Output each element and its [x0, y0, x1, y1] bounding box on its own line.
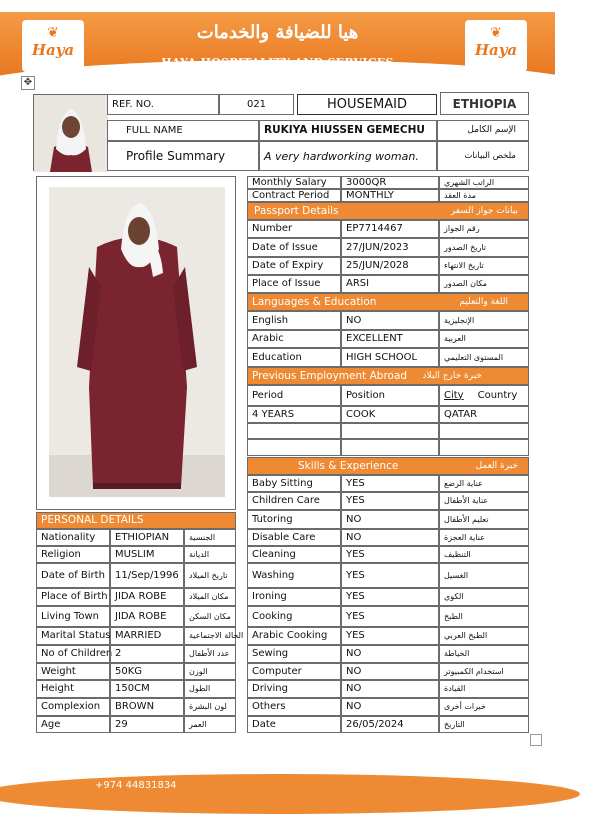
skill-row-value: NO — [341, 645, 439, 663]
skill-row-arabic-label: عناية الرضع — [439, 475, 529, 492]
employment-col-country: Country — [477, 389, 518, 401]
personal-row-label: Age — [36, 716, 110, 733]
personal-row-label: Religion — [36, 546, 110, 563]
skill-row-value: 26/05/2024 — [341, 716, 439, 733]
skill-row-arabic-label: الطبخ — [439, 606, 529, 627]
skill-row-label: Driving — [247, 680, 341, 698]
personal-row-value: 150CM — [110, 680, 184, 698]
salary-arabic-label: الراتب الشهري — [439, 176, 529, 189]
languages-education-arabic-title: اللغة والتعليم — [459, 296, 508, 307]
personal-details-header: PERSONAL DETAILS — [36, 512, 236, 529]
full-name-arabic-label: الإسم الكامل — [437, 120, 529, 141]
personal-row-label: Place of Birth — [36, 588, 110, 606]
header-arabic-title: هيا للضيافة والخدمات — [196, 22, 359, 43]
passport-details-header — [247, 202, 529, 220]
full-body-photo-image — [49, 187, 225, 497]
skill-row-arabic-label: عناية الأطفال — [439, 492, 529, 510]
page-header — [0, 0, 555, 92]
personal-row-arabic-label: تاريخ الميلاد — [184, 563, 236, 588]
employment-empty-cell — [247, 423, 341, 439]
personal-row-arabic-label: الحالة الاجتماعية — [184, 627, 236, 645]
personal-row-arabic-label: مكان الميلاد — [184, 588, 236, 606]
full-name-value: RUKIYA HIUSSEN GEMECHU — [259, 120, 437, 141]
skills-experience-header — [247, 457, 529, 475]
employment-empty-cell — [341, 423, 439, 439]
personal-row-arabic-label: العمر — [184, 716, 236, 733]
personal-row-arabic-label: لون البشرة — [184, 698, 236, 716]
skill-row-value: NO — [341, 680, 439, 698]
skill-row-label: Arabic Cooking — [247, 627, 341, 645]
skill-row-arabic-label: خبرات أخرى — [439, 698, 529, 716]
table-move-handle-icon[interactable]: ✥ — [21, 76, 35, 90]
skill-row-label: Washing — [247, 563, 341, 588]
portrait-photo-image — [34, 95, 108, 172]
logo-text: Haya — [31, 41, 75, 59]
previous-employment-title: Previous Employment Abroad — [252, 369, 408, 382]
profile-summary-label: Profile Summary — [107, 141, 259, 171]
country-badge: ETHIOPIA — [440, 92, 529, 115]
skill-row-arabic-label: تعليم الأطفال — [439, 510, 529, 529]
skill-row-value: YES — [341, 563, 439, 588]
logo-mark-icon: ❦ — [47, 25, 59, 41]
skill-row-arabic-label: الخياطة — [439, 645, 529, 663]
skill-row-label: Children Care — [247, 492, 341, 510]
skill-row-label: Disable Care — [247, 529, 341, 546]
passport-row-arabic-label: تاريخ الصدور — [439, 238, 529, 257]
skill-row-value: YES — [341, 475, 439, 492]
skill-row-value: YES — [341, 588, 439, 606]
passport-row-label: Number — [247, 220, 341, 238]
personal-row-arabic-label: الجنسية — [184, 529, 236, 546]
skill-row-value: NO — [341, 529, 439, 546]
personal-row-label: No of Children — [36, 645, 110, 663]
personal-row-value: BROWN — [110, 698, 184, 716]
language-row-label: Arabic — [247, 330, 341, 348]
salary-value: 3000QR — [341, 176, 439, 189]
company-logo-right — [465, 20, 527, 72]
previous-employment-header — [247, 367, 529, 385]
personal-row-arabic-label: الطول — [184, 680, 236, 698]
skill-row-label: Cooking — [247, 606, 341, 627]
language-row-value: HIGH SCHOOL — [341, 348, 439, 367]
full-body-photo-frame — [36, 176, 236, 510]
language-row-arabic-label: الإنجليزية — [439, 311, 529, 330]
skill-row-arabic-label: التاريخ — [439, 716, 529, 733]
personal-row-value: MUSLIM — [110, 546, 184, 563]
header-english-title: HAYA HOSPITALITY AND SERVICES — [161, 56, 394, 69]
personal-row-value: JIDA ROBE — [110, 588, 184, 606]
passport-row-arabic-label: مكان الصدور — [439, 275, 529, 293]
passport-row-value: 25/JUN/2028 — [341, 257, 439, 275]
language-row-value: NO — [341, 311, 439, 330]
employment-empty-cell — [439, 439, 529, 456]
skill-row-label: Tutoring — [247, 510, 341, 529]
employment-empty-cell — [247, 439, 341, 456]
personal-row-value: MARRIED — [110, 627, 184, 645]
employment-col-city: City — [444, 389, 464, 401]
passport-details-arabic-title: بيانات جواز السفر — [450, 205, 518, 216]
profile-summary-arabic-label: ملخص البيانات — [437, 141, 529, 171]
salary-label: Monthly Salary — [247, 176, 341, 189]
language-row-label: Education — [247, 348, 341, 367]
skill-row-label: Date — [247, 716, 341, 733]
previous-employment-arabic-title: خبرة خارج البلاد — [422, 370, 482, 381]
employment-position-value: COOK — [341, 406, 439, 423]
passport-row-value: ARSI — [341, 275, 439, 293]
skill-row-arabic-label: الطبخ العربي — [439, 627, 529, 645]
skill-row-value: YES — [341, 627, 439, 645]
languages-education-header — [247, 293, 529, 311]
footer-phone: +974 44831834 — [95, 780, 177, 791]
skills-experience-title: Skills & Experience — [298, 459, 399, 472]
skill-row-value: YES — [341, 546, 439, 563]
employment-col-position: Position — [341, 385, 439, 406]
skills-experience-arabic-title: خبرة العمل — [475, 460, 518, 471]
logo-text: Haya — [474, 41, 518, 59]
footer-band — [0, 774, 580, 814]
skill-row-arabic-label: استخدام الكمبيوتر — [439, 663, 529, 680]
languages-education-title: Languages & Education — [252, 295, 377, 308]
personal-row-arabic-label: مكان السكن — [184, 606, 236, 627]
personal-row-label: Weight — [36, 663, 110, 680]
skill-row-label: Sewing — [247, 645, 341, 663]
position-title: HOUSEMAID — [297, 94, 437, 115]
skill-row-arabic-label: القيادة — [439, 680, 529, 698]
personal-row-value: 11/Sep/1996 — [110, 563, 184, 588]
contract-value: MONTHLY — [341, 189, 439, 202]
skill-row-arabic-label: الكوي — [439, 588, 529, 606]
personal-row-label: Complexion — [36, 698, 110, 716]
personal-row-value: 2 — [110, 645, 184, 663]
skill-row-value: NO — [341, 698, 439, 716]
passport-row-label: Date of Expiry — [247, 257, 341, 275]
employment-col-city-country — [439, 385, 529, 406]
passport-details-title: Passport Details — [254, 204, 339, 217]
personal-row-label: Nationality — [36, 529, 110, 546]
skill-row-arabic-label: الغسيل — [439, 563, 529, 588]
personal-row-value: ETHIOPIAN — [110, 529, 184, 546]
skill-row-arabic-label: عناية العجزة — [439, 529, 529, 546]
personal-row-label: Marital Status — [36, 627, 110, 645]
skill-row-arabic-label: التنظيف — [439, 546, 529, 563]
personal-row-value: JIDA ROBE — [110, 606, 184, 627]
employment-empty-cell — [341, 439, 439, 456]
skill-row-label: Others — [247, 698, 341, 716]
ref-no-label: REF. NO. — [107, 94, 219, 115]
passport-row-label: Place of Issue — [247, 275, 341, 293]
skill-row-label: Baby Sitting — [247, 475, 341, 492]
table-resize-handle[interactable] — [530, 734, 542, 746]
passport-row-value: EP7714467 — [341, 220, 439, 238]
full-name-label: FULL NAME — [107, 120, 259, 141]
personal-row-arabic-label: الوزن — [184, 663, 236, 680]
personal-row-arabic-label: الديانة — [184, 546, 236, 563]
language-row-value: EXCELLENT — [341, 330, 439, 348]
profile-summary-value: A very hardworking woman. — [259, 141, 437, 171]
employment-country-value: QATAR — [439, 406, 529, 423]
portrait-photo — [33, 94, 107, 171]
language-row-arabic-label: العربية — [439, 330, 529, 348]
personal-row-arabic-label: عدد الأطفال — [184, 645, 236, 663]
passport-row-value: 27/JUN/2023 — [341, 238, 439, 257]
skill-row-label: Ironing — [247, 588, 341, 606]
skill-row-value: YES — [341, 606, 439, 627]
ref-no-value: 021 — [219, 94, 294, 115]
company-logo-left — [22, 20, 84, 72]
skill-row-value: NO — [341, 663, 439, 680]
employment-empty-cell — [439, 423, 529, 439]
personal-row-label: Date of Birth — [36, 563, 110, 588]
personal-row-value: 50KG — [110, 663, 184, 680]
passport-row-label: Date of Issue — [247, 238, 341, 257]
skill-row-value: YES — [341, 492, 439, 510]
contract-arabic-label: مدة العقد — [439, 189, 529, 202]
skill-row-label: Computer — [247, 663, 341, 680]
employment-col-period: Period — [247, 385, 341, 406]
logo-mark-icon: ❦ — [490, 25, 502, 41]
personal-row-value: 29 — [110, 716, 184, 733]
skill-row-value: NO — [341, 510, 439, 529]
contract-label: Contract Period — [247, 189, 341, 202]
skill-row-label: Cleaning — [247, 546, 341, 563]
passport-row-arabic-label: رقم الجواز — [439, 220, 529, 238]
language-row-arabic-label: المستوى التعليمي — [439, 348, 529, 367]
page-footer — [0, 770, 555, 793]
employment-period-value: 4 YEARS — [247, 406, 341, 423]
personal-row-label: Height — [36, 680, 110, 698]
personal-row-label: Living Town — [36, 606, 110, 627]
passport-row-arabic-label: تاريخ الانتهاء — [439, 257, 529, 275]
language-row-label: English — [247, 311, 341, 330]
